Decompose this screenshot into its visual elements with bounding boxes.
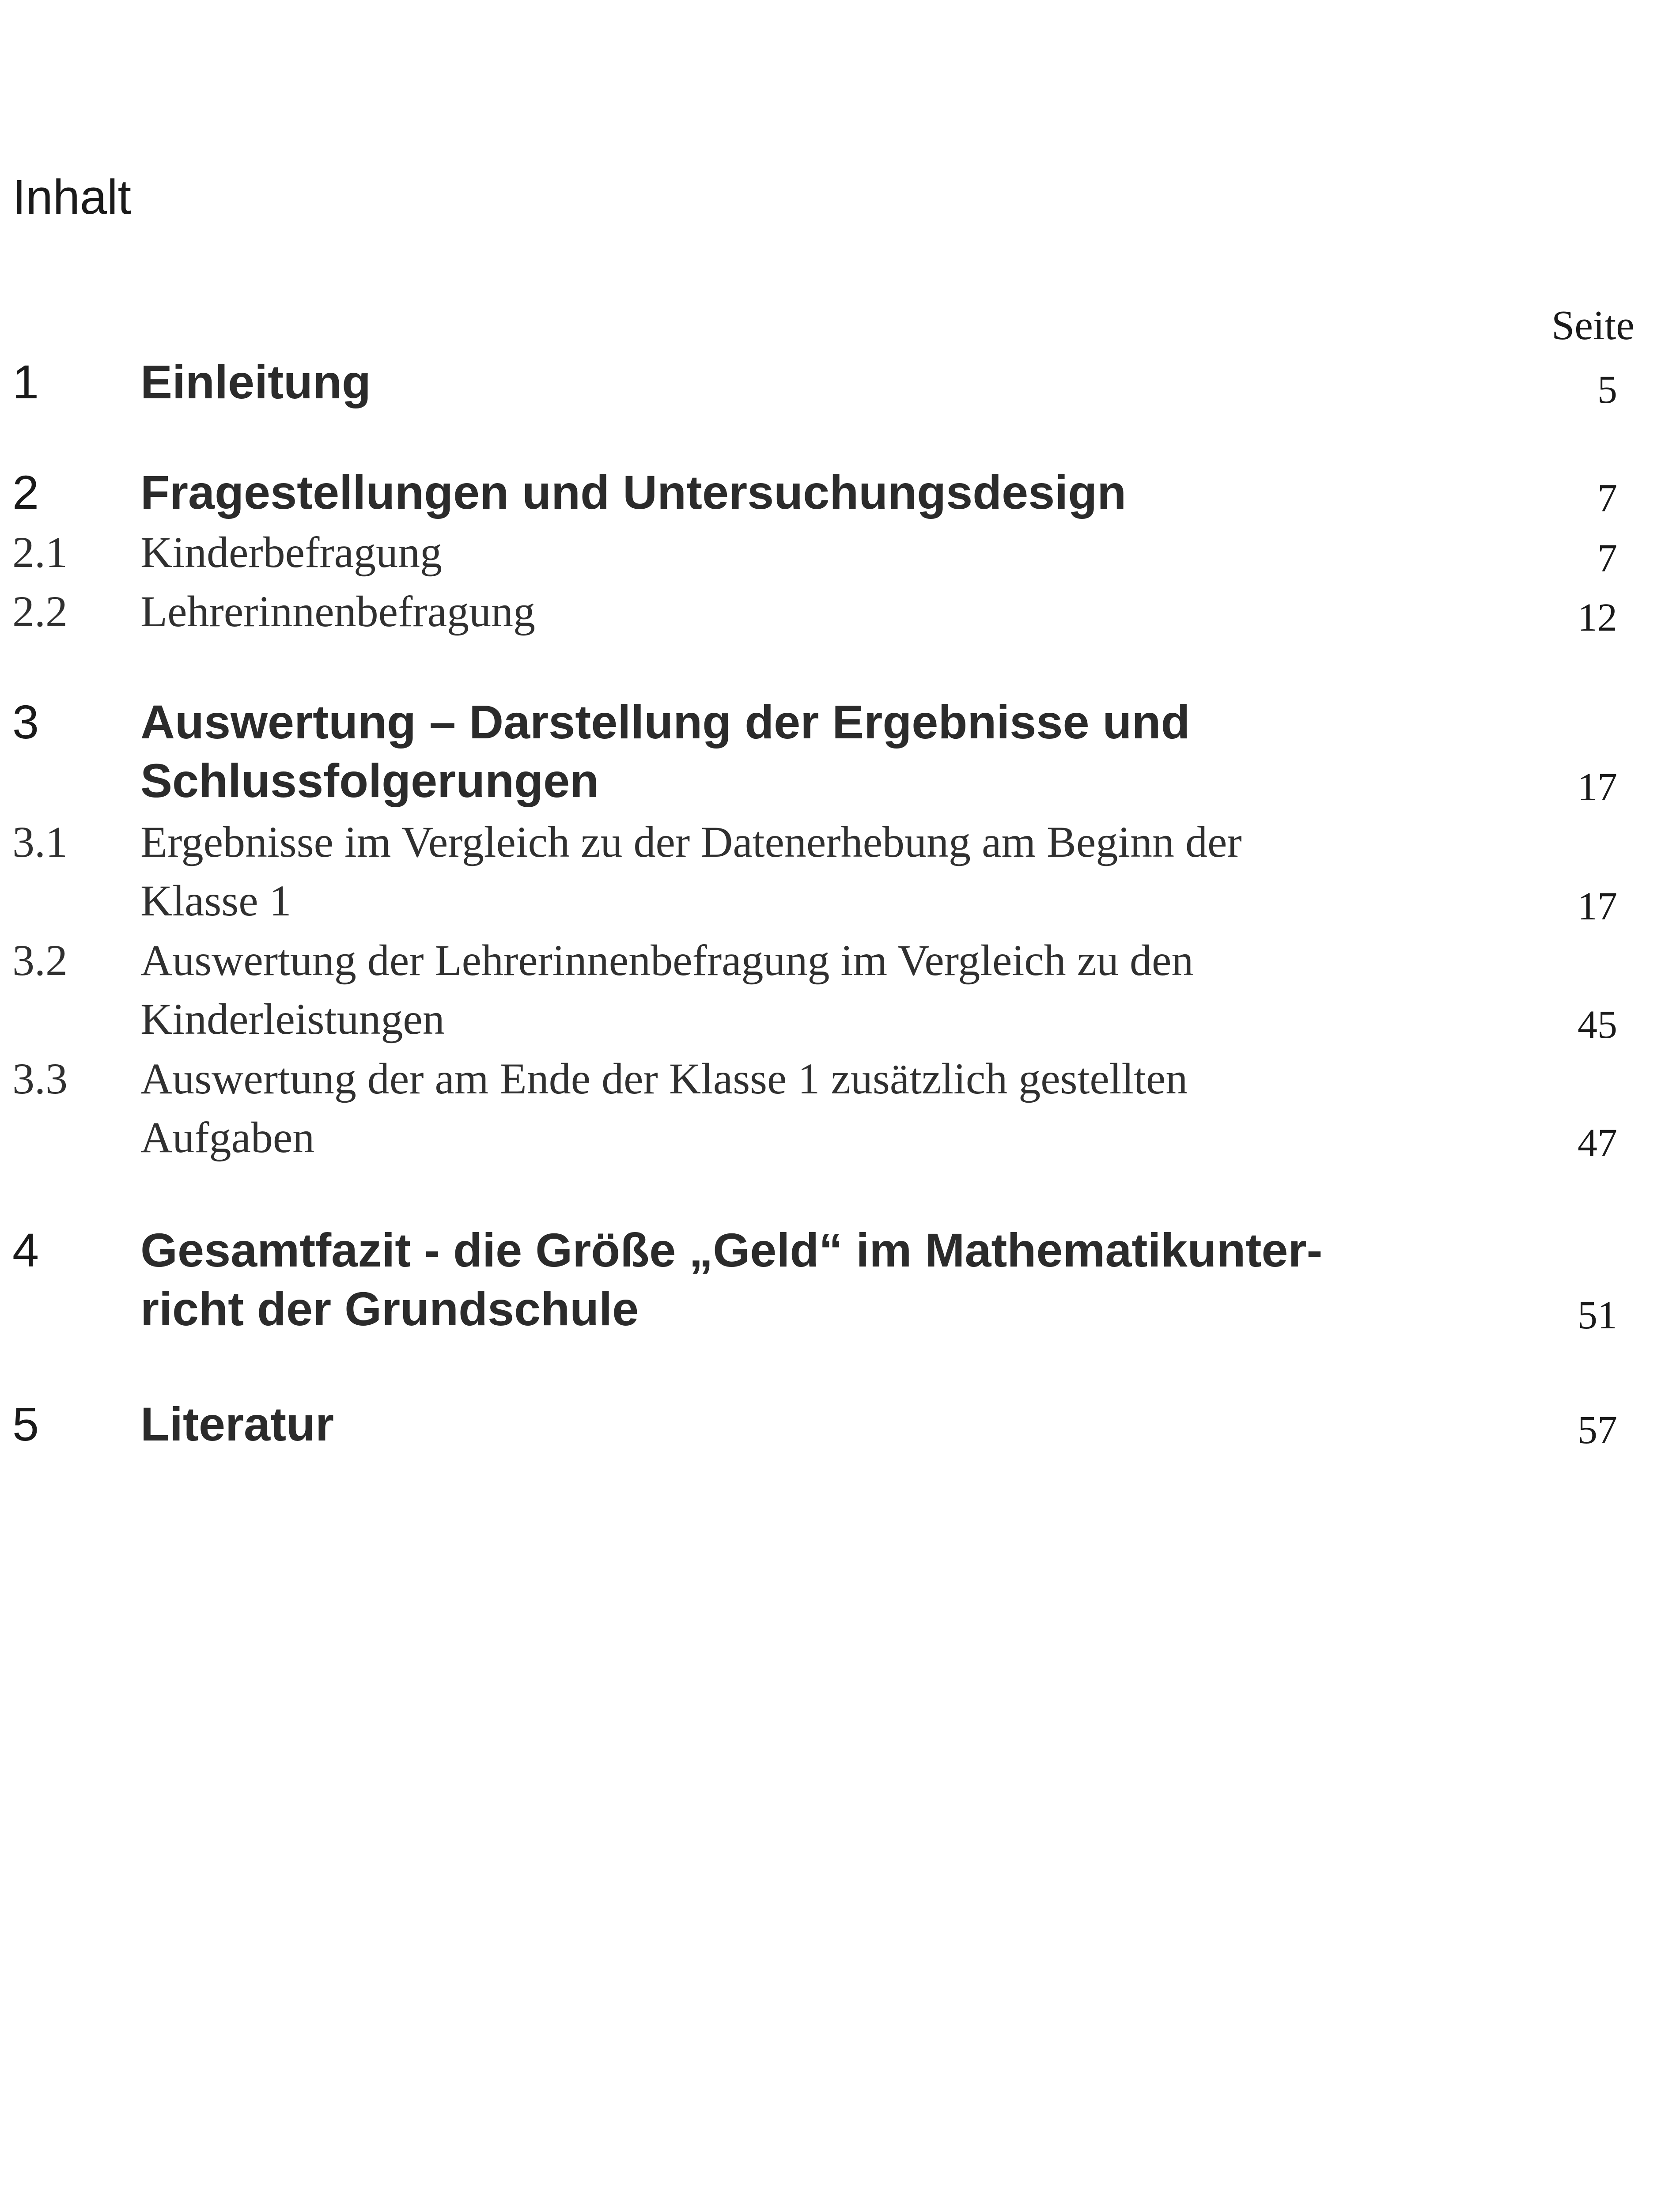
page-column-label: Seite <box>1551 302 1635 348</box>
toc-entry-page: 51 <box>1578 1293 1617 1337</box>
toc-entry-title-line: Kinderleistungen <box>140 994 445 1044</box>
toc-entry-title <box>140 1221 1443 1338</box>
toc-entry-title-line: Klasse 1 <box>140 876 291 925</box>
toc-entry-title <box>140 523 1443 582</box>
toc-entry-page: 5 <box>1597 368 1617 412</box>
toc-entry-title <box>140 1395 1443 1453</box>
toc-entry-number: 2.2 <box>12 587 68 636</box>
toc-entry-title <box>140 692 1443 810</box>
toc-entry-number: 2 <box>12 465 39 519</box>
toc-entry-title-line: Aufgaben <box>140 1113 315 1162</box>
toc-entry-title <box>140 463 1443 522</box>
toc-entry-page: 7 <box>1597 476 1617 520</box>
toc-entry-title-line: Auswertung der Lehrerinnenbefragung im Vergleich zu den <box>140 936 1194 985</box>
toc-entry-page: 12 <box>1578 596 1617 639</box>
toc-entry-title <box>140 352 1443 411</box>
toc-entry-page: 47 <box>1578 1121 1617 1165</box>
toc-entry-title-line: Einleitung <box>140 355 371 408</box>
toc-entry-title-line: Gesamtfazit - die Größe „Geld“ im Mathematikunter- <box>140 1223 1323 1277</box>
toc-entry-title-line: Kinderbefragung <box>140 528 443 577</box>
toc-entry-page: 17 <box>1578 765 1617 809</box>
toc-entry-number: 2.1 <box>12 528 68 577</box>
toc-entry-title-line: Schlussfolgerungen <box>140 754 599 807</box>
toc-entry-number: 3.1 <box>12 817 68 866</box>
toc-entry-number: 3 <box>12 695 39 749</box>
page-title: Inhalt <box>12 170 132 224</box>
toc-entry-number: 1 <box>12 355 39 408</box>
toc-entry-page: 7 <box>1597 537 1617 580</box>
toc-entry-title-line: richt der Grundschule <box>140 1282 639 1335</box>
toc-entry-page: 17 <box>1578 885 1617 928</box>
toc-entry-title-line: Literatur <box>140 1397 334 1451</box>
toc-entry-number: 4 <box>12 1223 39 1277</box>
toc-entry-title <box>140 582 1443 641</box>
toc-entry-title <box>140 931 1443 1048</box>
toc-entry-title-line: Auswertung – Darstellung der Ergebnisse und <box>140 695 1190 749</box>
toc-entry-number: 3.3 <box>12 1054 68 1103</box>
toc-entry-title-line: Fragestellungen und Untersuchungsdesign <box>140 465 1127 519</box>
toc-entry-page: 45 <box>1578 1003 1617 1047</box>
toc-entry-title <box>140 1049 1443 1167</box>
toc-entry-title-line: Ergebnisse im Vergleich zu der Datenerhebung am Beginn der <box>140 817 1242 866</box>
toc-entry-number: 5 <box>12 1397 39 1451</box>
toc-entry-page: 57 <box>1578 1408 1617 1452</box>
toc-entry-number: 3.2 <box>12 936 68 985</box>
toc-entry-title-line: Auswertung der am Ende der Klasse 1 zusätzlich gestellten <box>140 1054 1188 1103</box>
toc-entry-title <box>140 813 1443 930</box>
toc-entry-title-line: Lehrerinnenbefragung <box>140 587 535 636</box>
